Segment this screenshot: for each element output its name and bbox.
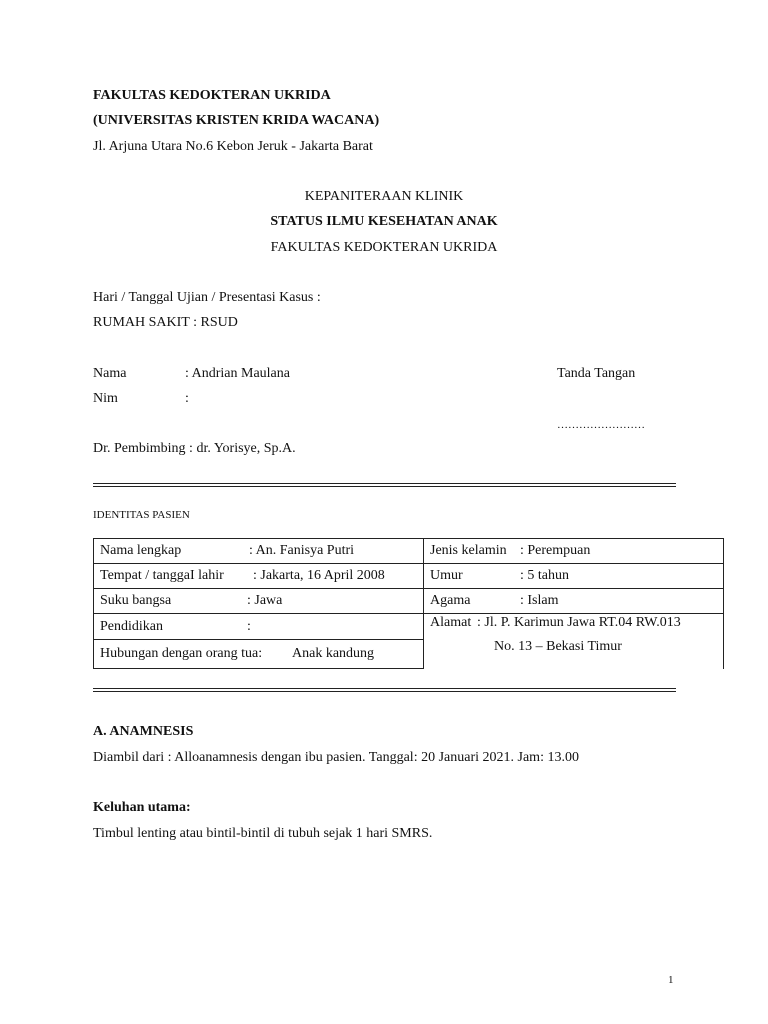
complaint-text: Timbul lenting atau bintil-bintil di tubuh sejak 1 hari SMRS.	[93, 826, 433, 841]
title-line-3: FAKULTAS KEDOKTERAN UKRIDA	[270, 240, 498, 255]
birth-place-date-label: Tempat / tanggaI lahir	[100, 568, 224, 583]
faculty-name: FAKULTAS KEDOKTERAN UKRIDA	[93, 88, 331, 103]
anamnesis-source: Diambil dari : Alloanamnesis dengan ibu pasien. Tanggal: 20 Januari 2021. Jam: 13.00	[93, 750, 579, 765]
divider	[93, 688, 676, 689]
student-nim-value: :	[185, 391, 189, 406]
gender-label: Jenis kelamin	[430, 543, 507, 558]
supervisor: Dr. Pembimbing : dr. Yorisye, Sp.A.	[93, 441, 296, 456]
complaint-heading: Keluhan utama:	[93, 800, 191, 815]
ethnicity-label: Suku bangsa	[100, 593, 172, 608]
signature-label: Tanda Tangan	[557, 366, 636, 381]
relationship-value: Anak kandung	[292, 646, 375, 661]
hospital-label: RUMAH SAKIT : RSUD	[93, 315, 238, 330]
divider	[93, 691, 676, 692]
age-label: Umur	[430, 568, 463, 583]
student-name-value: : Andrian Maulana	[185, 366, 290, 381]
religion-value: : Islam	[520, 593, 559, 608]
faculty-address: Jl. Arjuna Utara No.6 Kebon Jeruk - Jakarta Barat	[93, 139, 373, 154]
patient-name-value: : An. Fanisya Putri	[249, 543, 355, 558]
age-value: : 5 tahun	[520, 568, 569, 583]
address-value-line-2: No. 13 – Bekasi Timur	[494, 639, 622, 654]
title-line-1: KEPANITERAAN KLINIK	[304, 189, 464, 204]
divider	[93, 486, 676, 487]
birth-place-date-value: : Jakarta, 16 April 2008	[253, 568, 385, 583]
document-title: STATUS ILMU KESEHATAN ANAK	[270, 214, 498, 229]
university-name: (UNIVERSITAS KRISTEN KRIDA WACANA)	[93, 113, 380, 128]
anamnesis-heading: A. ANAMNESIS	[93, 724, 194, 739]
education-label: Pendidikan	[100, 619, 163, 634]
ethnicity-value: : Jawa	[247, 593, 283, 608]
divider	[93, 483, 676, 484]
relationship-label: Hubungan dengan orang tua:	[100, 646, 263, 661]
page-number: 1	[668, 974, 674, 986]
signature-line: ……………………	[557, 419, 645, 431]
address-value: : Jl. P. Karimun Jawa RT.04 RW.013	[477, 615, 681, 630]
education-value: :	[247, 619, 251, 634]
student-name-label: Nama	[93, 366, 127, 381]
exam-date-label: Hari / Tanggal Ujian / Presentasi Kasus :	[93, 290, 321, 305]
address-label: Alamat	[430, 615, 472, 630]
student-nim-label: Nim	[93, 391, 118, 406]
identity-heading: IDENTITAS PASIEN	[93, 509, 190, 521]
patient-name-label: Nama lengkap	[100, 543, 182, 558]
gender-value: : Perempuan	[520, 543, 591, 558]
religion-label: Agama	[430, 593, 471, 608]
